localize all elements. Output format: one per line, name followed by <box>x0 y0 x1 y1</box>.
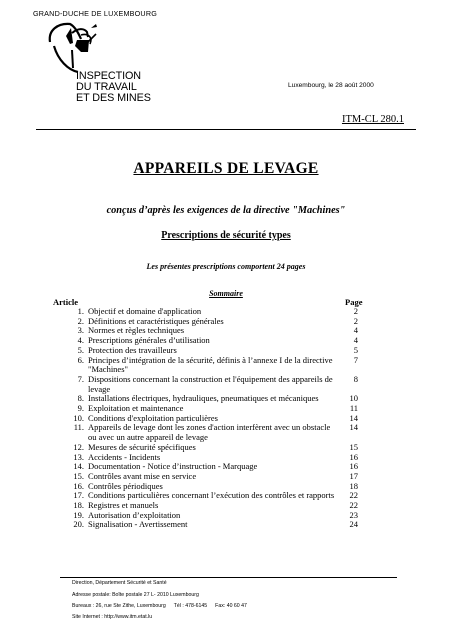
toc-item-page: 14 <box>349 422 358 433</box>
toc-item-title: Exploitation et maintenance <box>88 403 184 414</box>
footer-office <box>72 603 255 609</box>
prescriptions-heading: Prescriptions de sécurité types <box>161 230 291 241</box>
itm-logo-icon <box>44 20 104 76</box>
document-reference: ITM-CL 280.1 <box>341 114 404 125</box>
toc-item-number: 5. <box>77 344 84 355</box>
toc-item-page: 10 <box>349 393 358 404</box>
place-date: Luxembourg, le 28 août 2000 <box>288 82 374 89</box>
toc-item-page: 16 <box>349 451 358 462</box>
toc-item-title: Principes d’intégration de la sécurité, définis à l’annexe I de la directive "Machines" <box>88 354 333 375</box>
toc-item-page: 16 <box>349 461 358 472</box>
toc-item-page: 11 <box>349 403 358 414</box>
toc-item-number: 15. <box>73 470 84 481</box>
toc-item-number: 3. <box>77 325 84 336</box>
toc-item <box>40 375 360 394</box>
toc-item <box>40 520 360 530</box>
toc-item-number: 6. <box>77 354 84 365</box>
agency-line-3: ET DES MINES <box>76 92 151 105</box>
toc-item-number: 17. <box>73 490 84 501</box>
toc-item-page: 14 <box>349 412 358 423</box>
toc-item-title: Autorisation d’exploitation <box>88 509 181 520</box>
footer-fax: Fax: 40 60 47 <box>215 603 247 609</box>
toc-item-number: 7. <box>77 373 84 384</box>
agency-name <box>76 71 151 105</box>
footer-department: Direction, Département Sécurité et Santé <box>72 580 167 586</box>
toc-item-number: 9. <box>77 403 84 414</box>
toc-item-title: Signalisation - Avertissement <box>88 519 188 530</box>
toc-item-title: Objectif et domaine d'application <box>88 306 202 316</box>
toc-item-page: 24 <box>349 519 358 530</box>
toc-item-number: 11. <box>73 422 84 433</box>
toc-column-page: Page <box>345 297 363 307</box>
toc-item-title: Contrôles périodiques <box>88 480 163 491</box>
document-subtitle: conçus d’après les exigences de la directive "Machines" <box>106 205 346 216</box>
toc-item-page: 2 <box>353 315 358 326</box>
toc-item-title: Appareils de levage dont les zones d'action interfèrent avec un obstacle ou avec un autre appareil de levage <box>88 422 331 443</box>
toc-item-number: 19. <box>73 509 84 520</box>
toc-item-number: 14. <box>73 461 84 472</box>
toc-item-number: 18. <box>73 500 84 511</box>
footer-postal-address: Adresse postale: Boîte postale 27 L- 2010 Luxembourg <box>72 592 199 598</box>
toc-item-page: 22 <box>349 490 358 501</box>
toc-item-title: Protection des travailleurs <box>88 344 177 355</box>
toc-item-page: 23 <box>349 509 358 520</box>
toc-item-title: Normes et règles techniques <box>88 325 185 336</box>
document-title: APPAREILS DE LEVAGE <box>133 160 319 177</box>
toc-item-title: Mesures de sécurité spécifiques <box>88 441 196 452</box>
toc-item-title: Définitions et caractéristiques générales <box>88 315 224 326</box>
toc-item-number: 8. <box>77 393 84 404</box>
toc-item-number: 13. <box>73 451 84 462</box>
toc-item-page: 17 <box>349 470 358 481</box>
toc-item-number: 10. <box>73 412 84 423</box>
toc-item-title: Conditions particulières concernant l’exécution des contrôles et rapports <box>88 490 335 501</box>
toc-item-page: 4 <box>353 335 358 346</box>
toc-item-title: Dispositions concernant la construction et l'équipement des appareils de levage <box>88 373 333 394</box>
footer-divider <box>60 577 397 578</box>
toc-item <box>40 356 360 375</box>
toc-item-page: 15 <box>349 441 358 452</box>
toc-item-page: 4 <box>353 325 358 336</box>
page-count-note: Les présentes prescriptions comportent 24 pages <box>146 262 306 271</box>
toc-item-number: 1. <box>77 306 84 316</box>
header-divider <box>36 129 416 130</box>
toc-item-page: 22 <box>349 500 358 511</box>
toc-item-title: Documentation - Notice d’instruction - Marquage <box>88 461 258 472</box>
toc-item-number: 2. <box>77 315 84 326</box>
toc-column-article: Article <box>53 297 79 307</box>
toc-item-page: 5 <box>353 344 358 355</box>
footer-telephone: Tél : 478-6145 <box>173 603 208 609</box>
toc-item-title: Installations électriques, hydrauliques, pneumatiques et mécaniques <box>88 393 319 404</box>
toc-heading: Sommaire <box>209 289 243 298</box>
footer-office-address: Bureaux : 26, rue Ste Zithe, Luxembourg <box>72 603 166 609</box>
toc-item-page: 8 <box>353 373 358 384</box>
government-name: GRAND-DUCHE DE LUXEMBOURG <box>33 9 158 18</box>
toc-item-title: Conditions d'exploitation particulières <box>88 412 218 423</box>
toc-item-number: 20. <box>73 519 84 530</box>
footer-website: Site Internet : http://www.itm.etat.lu <box>72 614 153 620</box>
toc-item-page: 7 <box>353 354 358 365</box>
toc-item-number: 12. <box>73 441 84 452</box>
toc-item-title: Contrôles avant mise en service <box>88 470 197 481</box>
toc-item-title: Registres et manuels <box>88 500 159 511</box>
table-of-contents <box>40 307 360 530</box>
toc-item-title: Prescriptions générales d’utilisation <box>88 335 210 346</box>
agency-line-1: INSPECTION <box>76 70 141 82</box>
toc-item <box>40 423 360 442</box>
toc-item-title: Accidents - Incidents <box>88 451 161 462</box>
toc-item-number: 4. <box>77 335 84 346</box>
toc-item-page: 18 <box>349 480 358 491</box>
agency-line-2: DU TRAVAIL <box>76 81 137 94</box>
toc-item-number: 16. <box>73 480 84 491</box>
toc-item-page: 2 <box>353 306 358 316</box>
